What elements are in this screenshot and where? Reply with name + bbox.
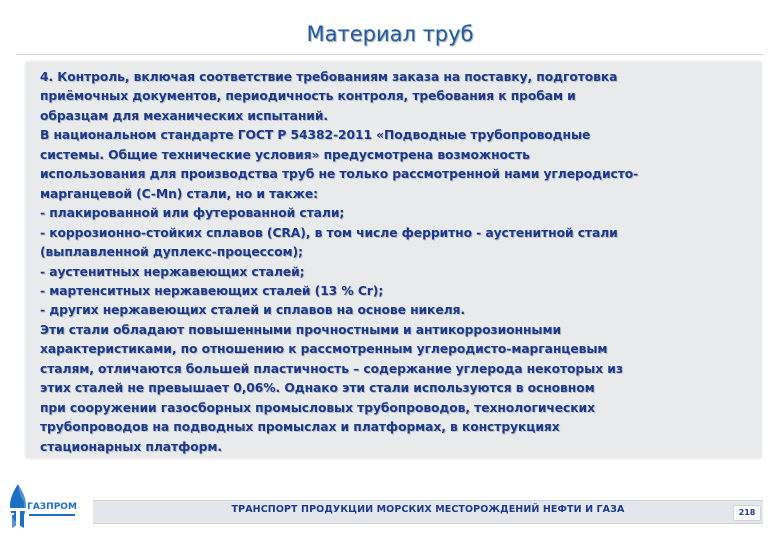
text-line: стационарных платформ. (40, 439, 222, 454)
text-line: характеристиками, по отношению к рассмотренным углеродисто-марганцевым (40, 342, 608, 357)
text-line: - коррозионно-стойких сплавов (CRA), в том числе ферритно - аустенитной стали (40, 225, 618, 240)
text-line: (выплавленной дуплекс-процессом); (40, 245, 303, 260)
text-line: приёмочных документов, периодичность контроля, требования к пробам и (40, 89, 576, 104)
text-line: этих сталей не превышает 0,06%. Однако эти стали используются в основном (40, 381, 595, 396)
text-line: 4. Контроль, включая соответствие требованиям заказа на поставку, подготовка (40, 70, 618, 84)
footer-text: ТРАНСПОРТ ПРОДУКЦИИ МОРСКИХ МЕСТОРОЖДЕНИЙ НЕФТИ И ГАЗА (231, 504, 625, 515)
text-line: - других нержавеющих сталей и сплавов на основе никеля. (40, 303, 465, 318)
text-line: - плакированной или футерованной стали; (40, 206, 345, 221)
text-line: системы. Общие технические условия» предусмотрена возможность (40, 147, 530, 162)
text-line: образцам для механических испытаний. (40, 108, 328, 123)
text-line: - аустенитных нержавеющих сталей; (40, 264, 305, 279)
text-line: В национальном стандарте ГОСТ Р 54382-2011 «Подводные трубопроводные (40, 128, 591, 143)
text-line: трубопроводов на подводных промыслах и платформах, в конструкциях (40, 420, 560, 435)
slide-title: Материал труб (306, 22, 474, 46)
gazprom-logo (4, 478, 78, 534)
text-line: - мартенситных нержавеющих сталей (13 % Cr); (40, 283, 384, 298)
text-line: сталям, отличаются большей пластичность – содержание углерода некоторых из (40, 361, 623, 376)
page-number: 218 (733, 505, 761, 521)
title-divider (16, 54, 764, 55)
content-text (40, 68, 740, 457)
logo-text: ГАЗПРОМ (27, 502, 77, 512)
text-line: использования для производства труб не только рассмотренной нами углеродисто- (40, 167, 639, 182)
text-line: при сооружении газосборных промысловых трубопроводов, технологических (40, 400, 595, 415)
text-line: Эти стали обладают повышенными прочностными и антикоррозионными (40, 322, 561, 337)
text-line: марганцевой (C-Mn) стали, но и также: (40, 186, 318, 201)
